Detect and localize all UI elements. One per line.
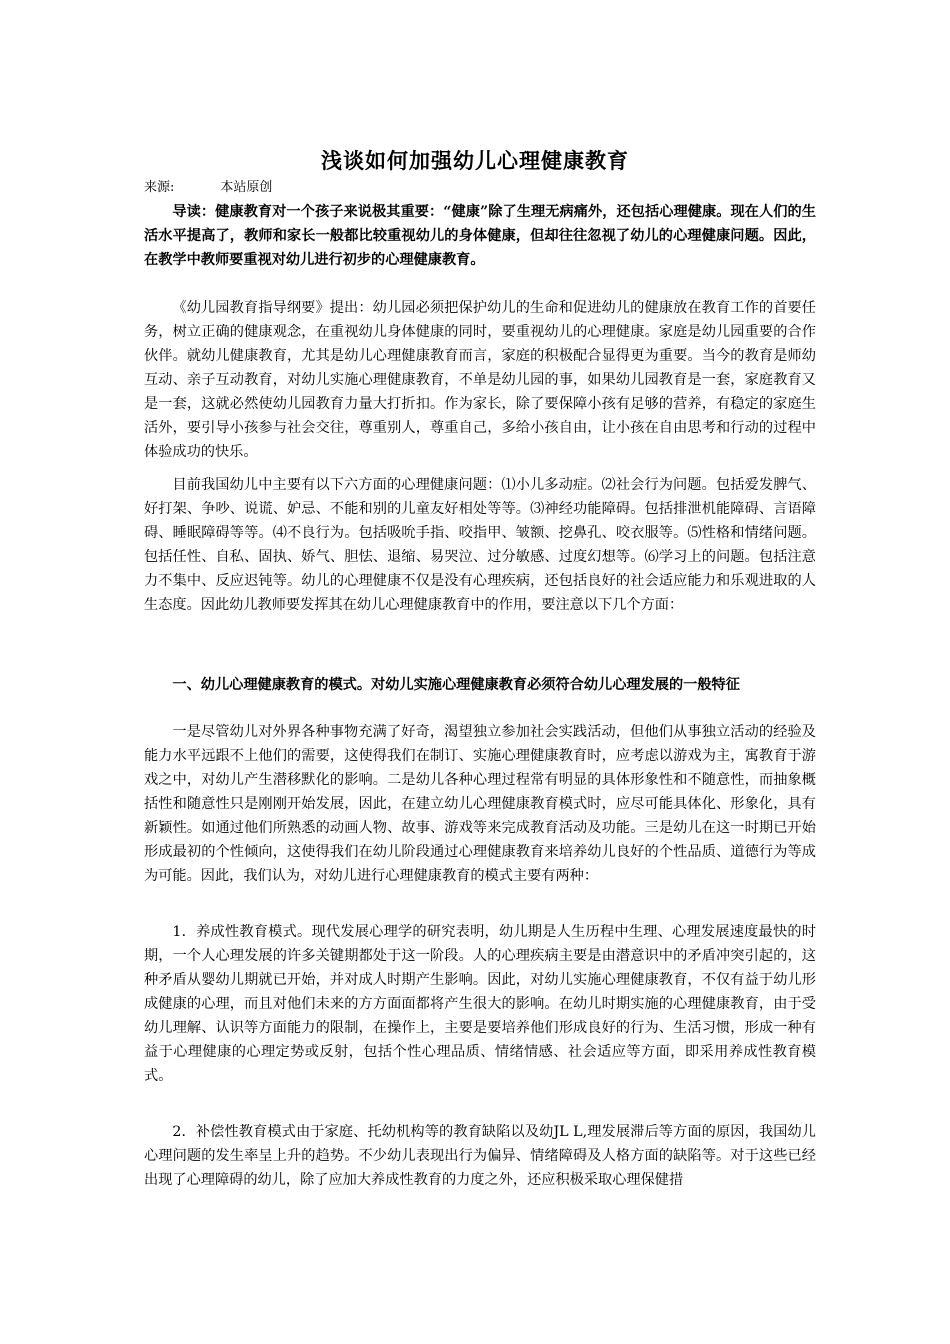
body-paragraph: 《幼儿园教育指导纲要》提出：幼儿园必须把保护幼儿的生命和促进幼儿的健康放在教育工作的首要任务，树立正确的健康观念，在重视幼儿身体健康的同时，要重视幼儿的心理健康。家庭是幼儿园重要的合作伙伴。就幼儿健康教育，尤其是幼儿心理健康教育而言，家庭的积极配合显得更为重要。当今的教育是师幼互动、亲子互动教育，对幼儿实施心理健康教育，不单是幼儿园的事，如果幼儿园教育是一套，家庭教育又是一套，这就必然使幼儿园教育力量大打折扣。作为家长，除了要保障小孩有足够的营养，有稳定的家庭生活外，要引导小孩参与社会交往，尊重别人，尊重自己，多给小孩自由，让小孩在自由思考和行动的过程中体验成功的快乐。 [144,300,816,460]
section-heading: 一、幼儿心理健康教育的模式。对幼儿实施心理健康教育必须符合幼儿心理发展的一般特征 [172,677,740,693]
body-paragraph: 1．养成性教育模式。现代发展心理学的研究表明，幼儿期是人生历程中生理、心理发展速度最快的时期，一个人心理发展的许多关键期都处于这一阶段。人的心理疾病主要是由潜意识中的矛盾冲突引起的，这种矛盾从婴幼儿期就已开始，并对成人时期产生影响。因此，对幼儿实施心理健康教育，不仅有益于幼儿形成健康的心理，而且对他们未来的方方面面都将产生很大的影响。在幼儿时期实施的心理健康教育，由于受幼儿理解、认识等方面能力的限制，在操作上，主要是要培养他们形成良好的行为、生活习惯，形成一种有益于心理健康的心理定势或反射，包括个性心理品质、情绪情感、社会适应等方面，即采用养成性教育模式。 [144,924,816,1084]
body-paragraph: 2．补偿性教育模式由于家庭、托幼机构等的教育缺陷以及幼JL L,理发展滞后等方面的原因，我国幼儿心理问题的发生率呈上升的趋势。不少幼儿表现出行为偏异、情绪障碍及人格方面的缺陷等。对于这些已经出现了心理障碍的幼儿，除了应加大养成性教育的力度之外，还应积极采取心理保健措 [144,1124,816,1188]
source-value: 本站原创 [220,180,273,195]
source-line [144,180,272,196]
body-paragraph: 一是尽管幼儿对外界各种事物充满了好奇，渴望独立参加社会实践活动，但他们从事独立活动的经验及能力水平远跟不上他们的需要，这使得我们在制订、实施心理健康教育时，应考虑以游戏为主，寓教育于游戏之中，对幼儿产生潜移默化的影响。二是幼儿各种心理过程常有明显的具体形象性和不随意性，而抽象概括性和随意性只是刚刚开始发展，因此，在建立幼儿心理健康教育模式时，应尽可能具体化、形象化，具有新颖性。如通过他们所熟悉的动画人物、故事、游戏等来完成教育活动及功能。三是幼儿在这一时期已开始形成最初的个性倾向，这使得我们在幼儿阶段通过心理健康教育来培养幼儿良好的个性品质、道德行为等成为可能。因此，我们认为，对幼儿进行心理健康教育的模式主要有两种： [144,724,816,884]
lead-paragraph: 导读：健康教育对一个孩子来说极其重要：“健康”除了生理无病痛外，还包括心理健康。现在人们的生活水平提高了，教师和家长一般都比较重视幼儿的身体健康，但却往往忽视了幼儿的心理健康问题。因此，在教学中教师要重视对幼儿进行初步的心理健康教育。 [144,204,816,268]
body-paragraph: 目前我国幼儿中主要有以下六方面的心理健康问题：⑴小儿多动症。⑵社会行为问题。包括爱发脾气、好打架、争吵、说谎、妒忌、不能和别的儿童友好相处等等。⑶神经功能障碍。包括排泄机能障碍、言语障碍、睡眠障碍等等。⑷不良行为。包括吸吮手指、咬指甲、皱额、挖鼻孔、咬衣服等。⑸性格和情绪问题。包括任性、自私、固执、娇气、胆怯、退缩、易哭泣、过分敏感、过度幻想等。⑹学习上的问题。包括注意力不集中、反应迟钝等。幼儿的心理健康不仅是没有心理疾病，还包括良好的社会适应能力和乐观进取的人生态度。因此幼儿教师要发挥其在幼儿心理健康教育中的作用，要注意以下几个方面： [144,477,816,613]
document-title: 浅谈如何加强幼儿心理健康教育 [321,148,629,173]
source-label: 来源: [144,180,175,195]
